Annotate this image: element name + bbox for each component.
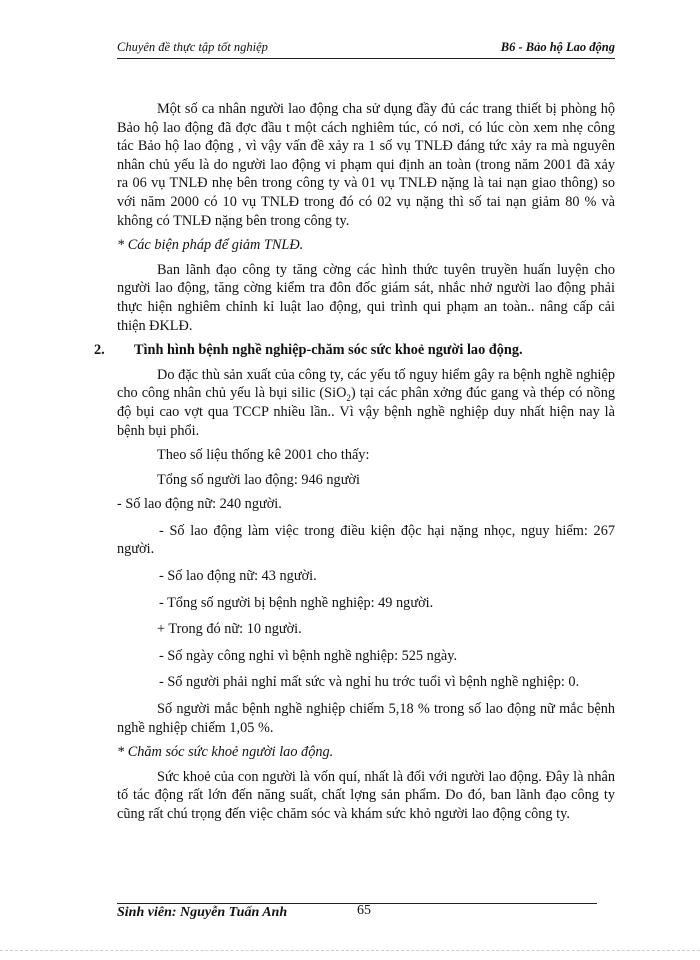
section-number: 2. — [94, 342, 105, 359]
stat-disease-total: - Tổng số người bị bệnh nghề nghiệp: 49 người. — [159, 594, 434, 611]
document-body — [94, 100, 615, 824]
paragraph-measures: Ban lãnh đạo công ty tăng cờng các hình thức tuyên truyền huấn luyện cho người lao động, tăng cờng kiểm tra đôn đốc giám sát, nhắc nhở người lao động phải thực hiện nghiêm chỉnh kỉ luật lao động, qui trình qui phạm an toàn.. nâng cấp cải thiện ĐKLĐ. — [117, 261, 615, 334]
stat-female-workers: - Số lao động nữ: 240 người. — [117, 496, 282, 513]
page-edge — [0, 950, 700, 951]
header-title-left: Chuyên đề thực tập tốt nghiệp — [117, 40, 268, 54]
subscript-2: 2 — [346, 393, 351, 404]
paragraph-accident-summary: Một số ca nhân người lao động cha sử dụng đầy đủ các trang thiết bị phòng hộ Bảo hộ lao động đã đợc đầu t một cách nghiêm túc, có nơi, có lúc còn xem nhẹ công tác Bảo hộ lao động , vì vậy vấn đề xảy ra 1 số vụ TNLĐ đáng tức xảy ra mà nguyên nhân chủ yếu là do người lao động vi phạm qui định an toàn (trong năm 2001 đã xảy ra 06 vụ TNLĐ nhẹ bên trong công ty và 01 vụ TNLĐ nặng là tai nạn giao thông) so với năm 2000 có 10 vụ TNLĐ trong đó có 02 vụ nặng thì số tai nạn giảm 80 % và không có TNLĐ nặng bên trong công ty. — [117, 101, 615, 229]
section-heading-2 — [94, 341, 615, 360]
page-number: 65 — [357, 903, 371, 918]
stat-lost-days: - Số ngày công nghỉ vì bệnh nghề nghiệp: 525 ngày. — [159, 647, 458, 664]
paragraph-health-care: Sức khoẻ của con người là vốn quí, nhất là đối với người lao động. Đây là nhân tố tác động rất lớn đến năng suất, chất lợng sản phẩm. Do đó, ban lãnh đạo công ty cũng rất chú trọng đến việc chăm sóc và khám sức khỏ người lao động công ty. — [117, 768, 615, 822]
paragraph-text-part: ) tại các phân xởng đúc gang và thép có nồng độ bụi cao vợt qua TCCP nhiều lần.. Vì vậy bệnh nghề nghiệp duy nhất hiện nay là bệnh bụi phổi. — [117, 385, 615, 439]
paragraph-occupational-disease — [117, 366, 615, 440]
stat-rates: Số người mắc bệnh nghề nghiệp chiếm 5,18 % trong số lao động nữ mắc bệnh nghề nghiệp chiếm 1,05 %. — [117, 701, 615, 736]
stat-hazardous-female: - Số lao động nữ: 43 người. — [159, 568, 317, 585]
stat-total-workers: Tổng số người lao động: 946 người — [157, 471, 360, 488]
subheading-measures: * Các biện pháp để giảm TNLĐ. — [117, 237, 304, 254]
stat-intro: Theo số liệu thống kê 2001 cho thấy: — [157, 447, 370, 464]
subheading-health-care: * Chăm sóc sức khoẻ người lao động. — [117, 744, 334, 761]
header-title-right: B6 - Bảo hộ Lao động — [500, 40, 615, 54]
page-header — [117, 40, 615, 58]
stat-hazardous-workers: - Số lao động làm việc trong điều kiện độc hại nặng nhọc, nguy hiểm: 267 người. — [117, 522, 615, 558]
stat-disease-female: + Trong đó nữ: 10 người. — [157, 621, 302, 638]
section-title: Tình hình bệnh nghề nghiệp-chăm sóc sức khoẻ người lao động. — [134, 342, 523, 359]
stat-early-retirement: - Số người phải nghỉ mất sức và nghỉ hu trớc tuổi vì bệnh nghề nghiệp: 0. — [159, 674, 580, 691]
header-rule — [117, 58, 615, 59]
paragraph-text-part: Do đặc thù sản xuất của công ty, các yếu tố nguy hiểm gây ra bệnh nghề nghiệp cho công nhân chủ yếu là bụi silic (SiO — [117, 366, 615, 402]
footer-student: Sinh viên: Nguyễn Tuấn Anh — [117, 905, 288, 920]
